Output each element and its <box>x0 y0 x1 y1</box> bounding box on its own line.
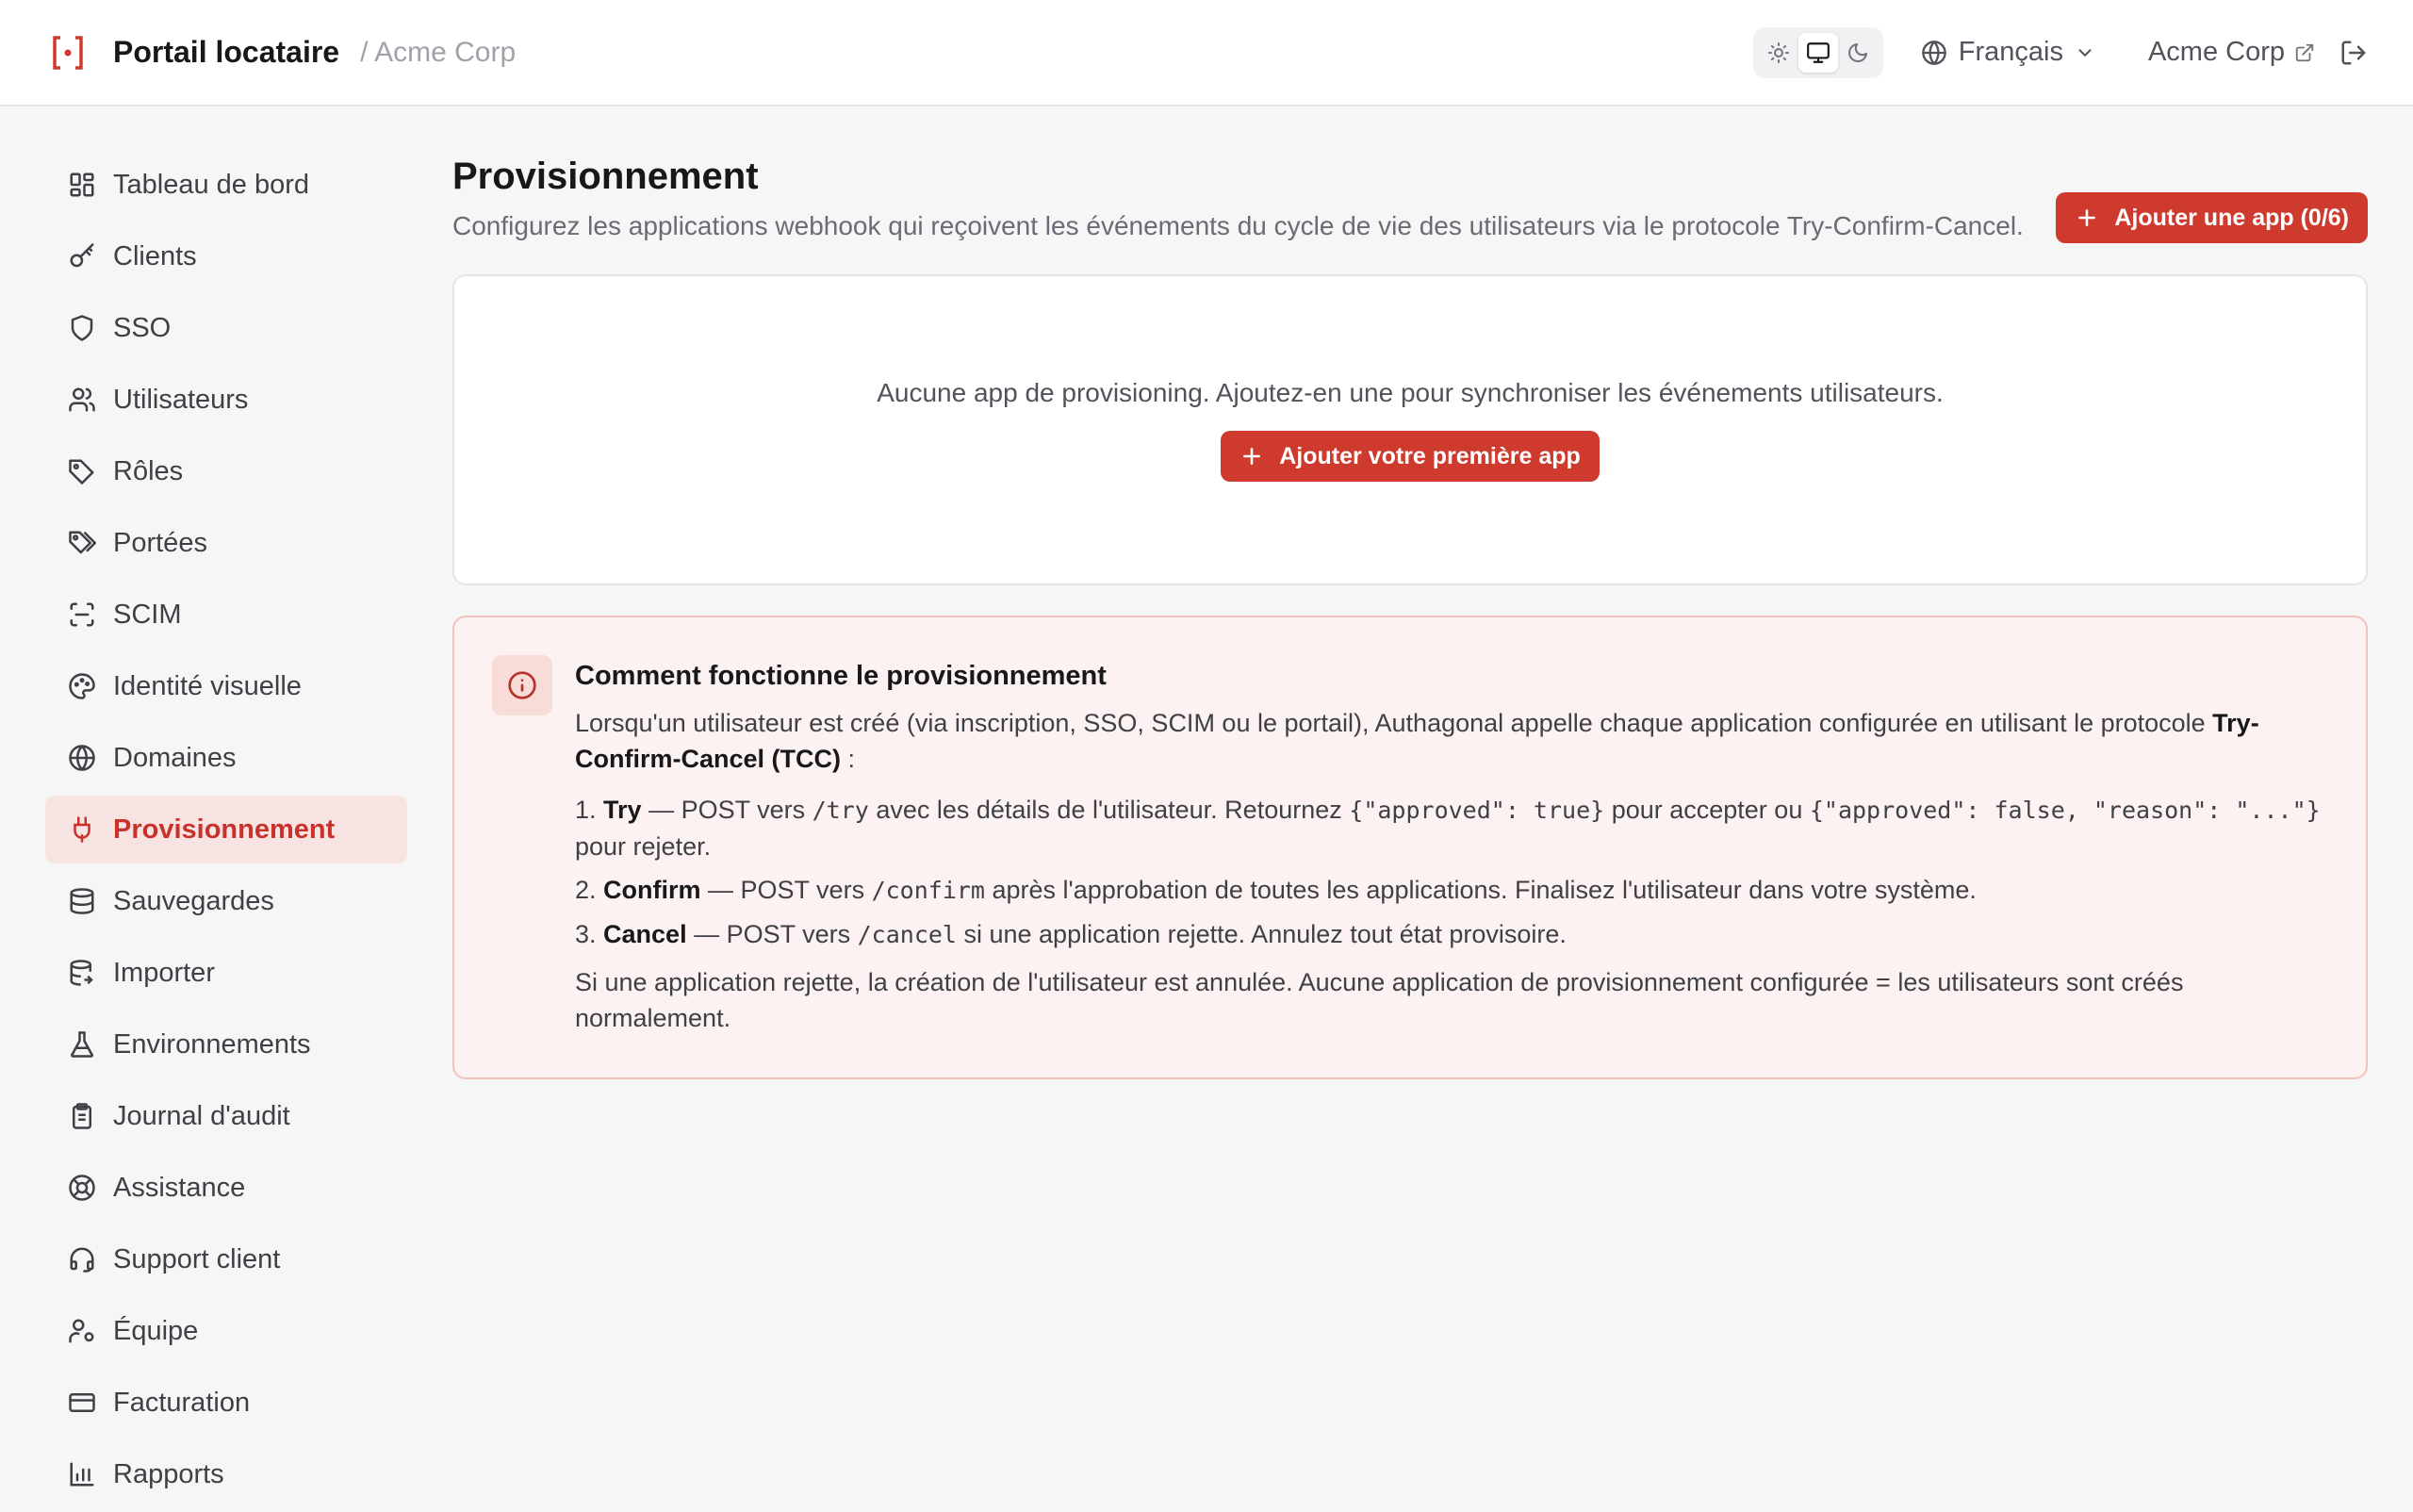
breadcrumb-org: / Acme Corp <box>360 36 517 68</box>
sidebar-item-assistance[interactable] <box>45 1154 407 1222</box>
sidebar-item-label: Clients <box>113 240 197 271</box>
database-icon <box>68 887 96 915</box>
language-label: Français <box>1958 37 2063 67</box>
sidebar-item-label: Portées <box>113 527 207 558</box>
sidebar-item-label: Journal d'audit <box>113 1100 290 1131</box>
sidebar-item-billing[interactable] <box>45 1369 407 1437</box>
add-app-label: Ajouter une app (0/6) <box>2114 204 2349 231</box>
monitor-icon <box>1806 41 1830 65</box>
sidebar-item-environments[interactable] <box>45 1011 407 1078</box>
sidebar-item-backups[interactable] <box>45 867 407 935</box>
shield-icon <box>68 314 96 342</box>
users-icon <box>68 386 96 414</box>
credit-card-icon <box>68 1389 96 1417</box>
sidebar-item-label: Utilisateurs <box>113 384 249 415</box>
brand[interactable] <box>51 34 516 72</box>
sidebar-item-provisioning[interactable] <box>45 796 407 863</box>
sidebar-item-label: Rapports <box>113 1458 224 1489</box>
info-title: Comment fonctionne le provisionnement <box>575 661 1107 691</box>
globe-icon <box>1921 40 1947 66</box>
plus-icon <box>1239 444 1264 468</box>
page-description: Configurez les applications webhook qui reçoivent les événements du cycle de vie des utilisateurs via le protocole Try-Confirm-Cancel. <box>452 211 2024 240</box>
globe-icon <box>68 744 96 772</box>
step-confirm: 2. Confirm — POST vers /confirm après l'approbation de toutes les applications. Finalisez l'utilisateur dans votre système. <box>575 876 1977 904</box>
plug-icon <box>68 815 96 844</box>
lifebuoy-icon <box>68 1174 96 1202</box>
sidebar-item-label: SCIM <box>113 599 182 630</box>
step-cancel: 3. Cancel — POST vers /cancel si une application rejette. Annulez tout état provisoire. <box>575 920 1567 948</box>
sidebar-item-label: Sauvegardes <box>113 885 274 916</box>
logo-icon <box>51 34 85 72</box>
logout-button[interactable] <box>2339 39 2368 67</box>
theme-toggle <box>1753 27 1883 78</box>
sidebar-item-scim[interactable] <box>45 581 407 649</box>
headset-icon <box>68 1245 96 1274</box>
clipboard-icon <box>68 1102 96 1130</box>
sidebar-item-clients[interactable] <box>45 222 407 290</box>
top-bar <box>0 0 2413 107</box>
info-icon <box>492 655 552 715</box>
info-callout <box>452 616 2368 1079</box>
sidebar-item-label: Importer <box>113 957 215 988</box>
sidebar-item-branding[interactable] <box>45 652 407 720</box>
info-footer: Si une application rejette, la création de l'utilisateur est annulée. Aucune application de provisionnement configurée = les utilisateurs sont créés normalement. <box>575 968 2184 1032</box>
sidebar-item-dashboard[interactable] <box>45 151 407 219</box>
sidebar-item-users[interactable] <box>45 366 407 434</box>
add-app-button[interactable] <box>2056 192 2368 243</box>
sidebar-item-label: Provisionnement <box>113 814 336 845</box>
sidebar-item-label: Environnements <box>113 1028 311 1060</box>
scan-icon <box>68 600 96 629</box>
user-cog-icon <box>68 1317 96 1345</box>
info-intro: Lorsqu'un utilisateur est créé (via inscription, SSO, SCIM ou le portail), Authagonal appelle chaque application configurée en utilisant le protocole Try-Confirm-Cancel (TCC) : <box>575 709 2259 773</box>
add-first-app-label: Ajouter votre première app <box>1279 442 1581 469</box>
sidebar-item-label: Support client <box>113 1243 281 1274</box>
sidebar-item-domains[interactable] <box>45 724 407 792</box>
page-title: Provisionnement <box>452 156 759 197</box>
steps-list <box>575 792 2328 953</box>
sidebar-item-label: SSO <box>113 312 172 343</box>
main-content <box>452 151 2368 1079</box>
flask-icon <box>68 1030 96 1059</box>
sidebar-item-label: Facturation <box>113 1387 251 1418</box>
sidebar-item-team[interactable] <box>45 1297 407 1365</box>
dashboard-icon <box>68 171 96 199</box>
sun-icon <box>1767 41 1790 64</box>
sidebar-item-label: Tableau de bord <box>113 169 309 200</box>
sidebar-item-reports[interactable] <box>45 1440 407 1508</box>
sidebar-item-scopes[interactable] <box>45 509 407 577</box>
sidebar-item-label: Rôles <box>113 455 184 486</box>
theme-light-button[interactable] <box>1759 33 1798 73</box>
sidebar-item-customer-support[interactable] <box>45 1225 407 1293</box>
sidebar-item-audit-log[interactable] <box>45 1082 407 1150</box>
sidebar-item-label: Équipe <box>113 1315 199 1346</box>
org-link-label: Acme Corp <box>2147 37 2285 67</box>
org-link[interactable] <box>2148 37 2315 68</box>
bar-chart-icon <box>68 1460 96 1488</box>
key-icon <box>68 242 96 271</box>
add-first-app-button[interactable] <box>1221 431 1600 482</box>
chevron-down-icon <box>2075 42 2095 63</box>
theme-dark-button[interactable] <box>1838 33 1878 73</box>
sidebar-item-label: Assistance <box>113 1172 246 1203</box>
sidebar-item-label: Domaines <box>113 742 237 773</box>
sidebar-item-import[interactable] <box>45 939 407 1007</box>
sidebar-item-label: Identité visuelle <box>113 670 302 701</box>
sidebar <box>45 151 407 1512</box>
palette-icon <box>68 672 96 700</box>
sidebar-item-roles[interactable] <box>45 437 407 505</box>
app-title: Portail locataire <box>113 35 340 69</box>
moon-icon <box>1847 41 1869 64</box>
plus-icon <box>2075 205 2099 230</box>
theme-system-button[interactable] <box>1798 33 1838 73</box>
empty-state-text: Aucune app de provisioning. Ajoutez-en une pour synchroniser les événements utilisateurs. <box>877 378 1944 407</box>
database-import-icon <box>68 959 96 987</box>
tags-icon <box>68 529 96 557</box>
tag-icon <box>68 457 96 485</box>
empty-state-card <box>452 274 2368 585</box>
step-try: 1. Try — POST vers /try avec les détails de l'utilisateur. Retournez {"approved": true} pour accepter ou {"approved": false, "reason": "..."} pour rejeter. <box>575 796 2321 861</box>
external-link-icon <box>2294 42 2315 63</box>
logout-icon <box>2339 39 2368 67</box>
sidebar-item-sso[interactable] <box>45 294 407 362</box>
language-select[interactable] <box>1921 37 2107 68</box>
